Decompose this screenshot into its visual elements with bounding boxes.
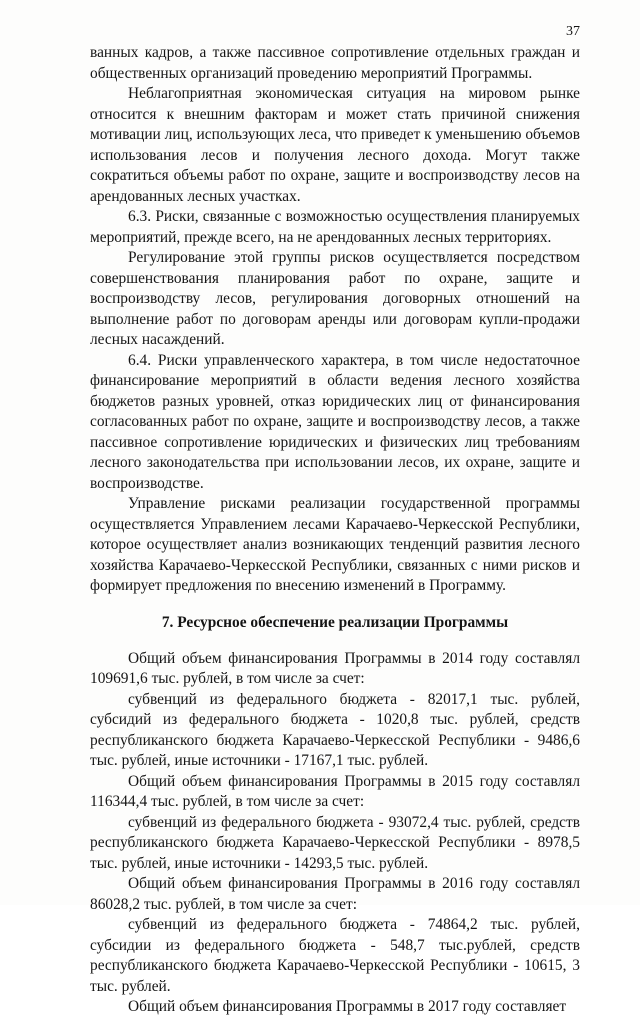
paragraph-funding-2016: Общий объем финансирования Программы в 2016 году составлял 86028,2 тыс. рублей, в том числе за счет: <box>90 875 580 913</box>
paragraph: субвенций из федерального бюджета - 82017,1 тыс. рублей, субсидий из федерального бюджета - 1020,8 тыс. рублей, средств республиканского бюджета Карачаево-Черкесской Республики - 9486,6 тыс. рублей, иные источники - 17167,1 тыс. рублей. <box>90 690 580 769</box>
document-body <box>90 43 580 1018</box>
paragraph-risk-6-4: 6.4. Риски управленческого характера, в том числе недостаточное финансирование мероприятий в области ведения лесного хозяйства бюджетов разных уровней, отказ юридических лиц от финансирования согласованных работ по охране, защите и воспроизводству лесов, а также пассивное сопротивление юридических и физических лиц требованиям лесного законодательства при использовании лесов, их охране, защите и воспроизводстве. <box>90 351 580 492</box>
paragraph: Регулирование этой группы рисков осуществляется посредством совершенствования планирования работ по охране, защите и воспроизводству лесов, регулирования договорных отношений на выполнение работ по договорам аренды или договорам купли-продажи лесных насаждений. <box>90 249 580 348</box>
paragraph: субвенций из федерального бюджета - 74864,2 тыс. рублей, субсидии из федерального бюджета - 548,7 тыс.рублей, средств республиканского бюджета Карачаево-Черкесской Республики - 10615, 3 тыс. рублей. <box>90 916 580 995</box>
paragraph: ванных кадров, а также пассивное сопротивление отдельных граждан и общественных организаций проведению мероприятий Программы. <box>90 44 580 82</box>
paragraph: Неблагоприятная экономическая ситуация на мировом рынке относится к внешним факторам и может стать причиной снижения мотивации лиц, использующих леса, что приведет к уменьшению объемов использования лесов и получения лесного дохода. Могут также сократиться объемы работ по охране, защите и воспроизводству лесов на арендованных лесных участках. <box>90 85 580 205</box>
paragraph: субвенций из федерального бюджета - 93072,4 тыс. рублей, средств республиканского бюджета Карачаево-Черкесской Республики - 8978,5 тыс. рублей, иные источники - 14293,5 тыс. рублей. <box>90 813 580 872</box>
section-heading: 7. Ресурсное обеспечение реализации Программы <box>161 613 509 631</box>
paragraph: Управление рисками реализации государственной программы осуществляется Управлением лесами Карачаево-Черкесской Республики, которое осуществляет анализ возникающих тенденций развития лесного хозяйства Карачаево-Черкесской Республики, связанных с ними рисков и формирует предложения по внесению изменений в Программу. <box>90 495 580 594</box>
paragraph-risk-6-3: 6.3. Риски, связанные с возможностью осуществления планируемых мероприятий, прежде всего, на не арендованных лесных территориях. <box>90 208 580 246</box>
page-number: 37 <box>566 24 580 39</box>
paragraph-funding-2014: Общий объем финансирования Программы в 2014 году составлял 109691,6 тыс. рублей, в том числе за счет: <box>90 649 580 687</box>
paragraph-funding-2015: Общий объем финансирования Программы в 2015 году составлял 116344,4 тыс. рублей, в том числе за счет: <box>90 772 580 810</box>
paragraph-funding-2017: Общий объем финансирования Программы в 2017 году составляет <box>128 998 567 1015</box>
